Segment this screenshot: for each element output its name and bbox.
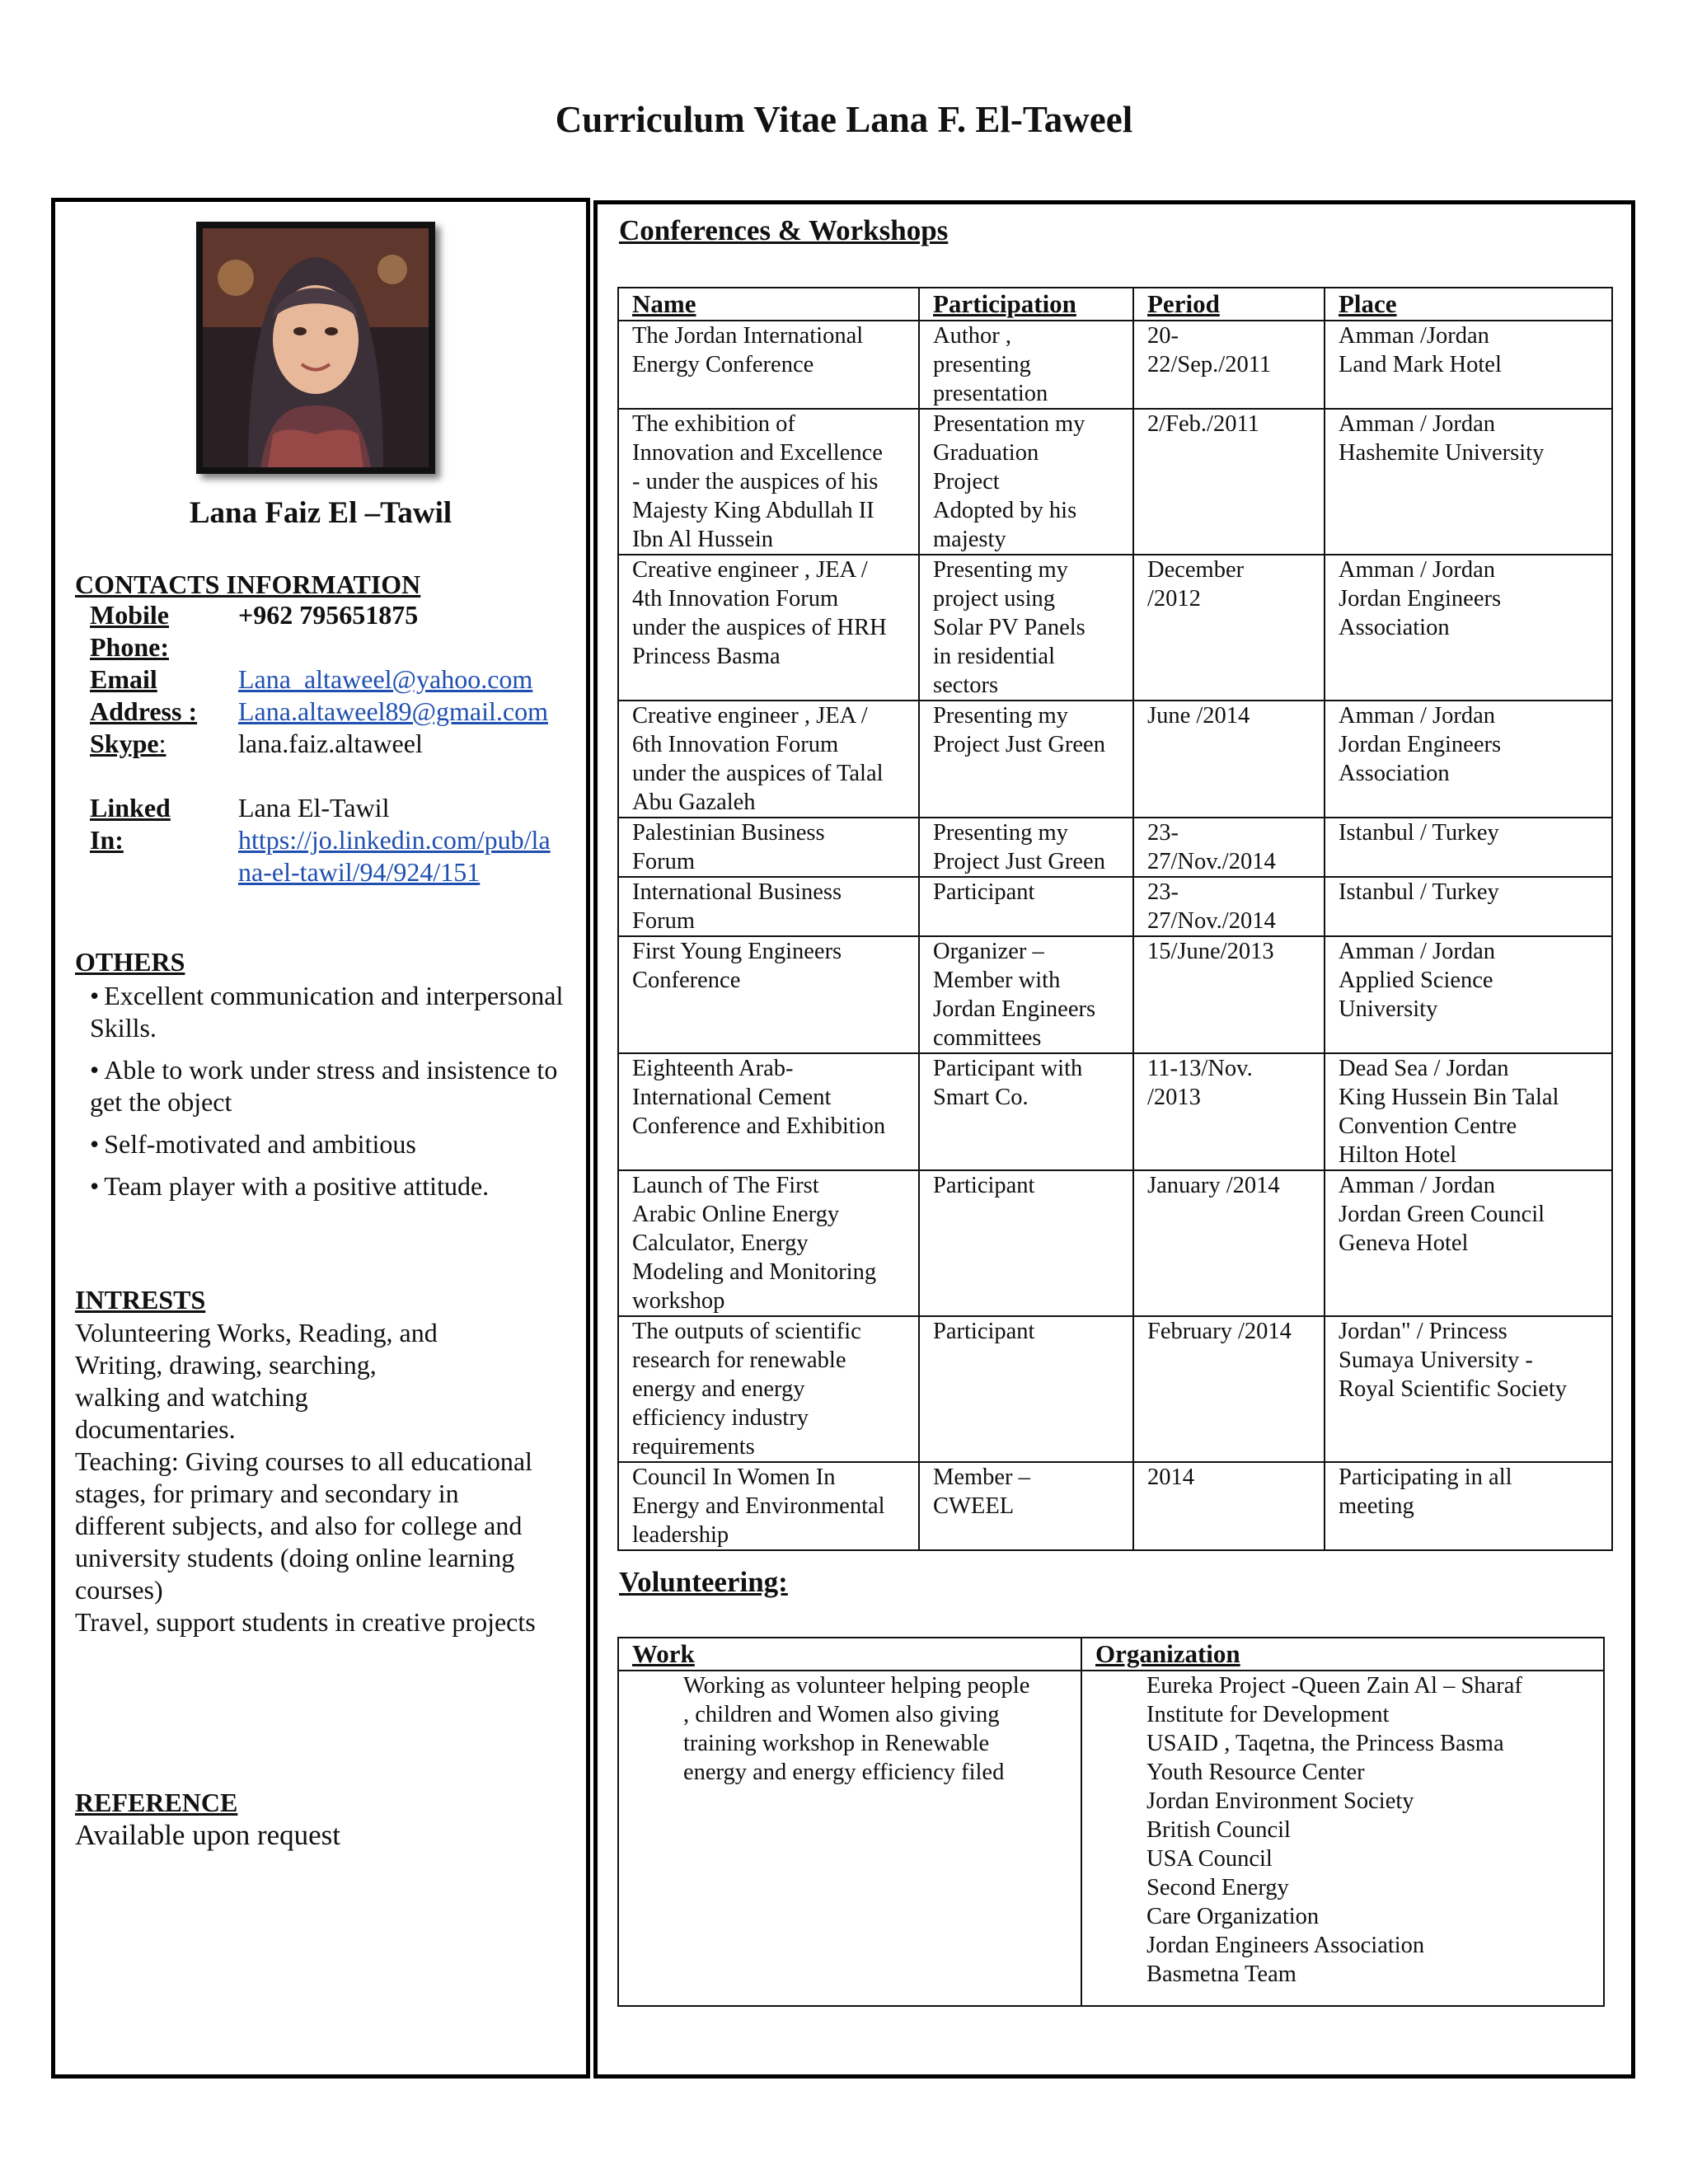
linkedin-url-line-2[interactable]: na-el-tawil/94/924/151 [238, 857, 481, 887]
conference-name-cell [618, 818, 919, 877]
linkedin-name: Lana El-Tawil [238, 793, 390, 823]
cell-line: December [1147, 557, 1245, 583]
participation-cell [919, 321, 1133, 409]
in-label: In: [90, 825, 124, 855]
cell-line: Energy Conference [632, 352, 814, 377]
place-cell [1325, 936, 1612, 1053]
cell-line: Presenting my [933, 820, 1068, 846]
period-cell [1133, 1316, 1325, 1462]
interests-line: stages, for primary and secondary in [75, 1479, 459, 1508]
phone-label: Phone: [90, 632, 169, 662]
cell-line: Creative engineer , JEA / [632, 703, 868, 729]
table-row [618, 936, 1612, 1053]
interests-text [75, 1317, 578, 1638]
skype-label: Skype [90, 729, 159, 758]
cell-line: Dead Sea / Jordan [1339, 1056, 1509, 1081]
cell-line: Association [1339, 761, 1450, 786]
participation-cell [919, 701, 1133, 818]
column-header-name: Name [618, 288, 919, 321]
email-label: Email [90, 664, 157, 694]
cell-line: The Jordan International [632, 323, 864, 349]
skype-value: lana.faiz.altaweel [238, 729, 423, 758]
cell-line: 15/June/2013 [1147, 939, 1274, 964]
cell-line: Presenting my [933, 703, 1068, 729]
organization-line: Basmetna Team [1146, 1961, 1296, 1987]
cell-line: Participant [933, 1319, 1035, 1344]
volunteering-work-cell [618, 1671, 1081, 2006]
cell-line: Innovation and Excellence [632, 440, 883, 466]
participation-cell [919, 1462, 1133, 1550]
cell-line: under the auspices of Talal [632, 761, 884, 786]
conference-name-cell [618, 1053, 919, 1170]
cell-line: Solar PV Panels [933, 615, 1085, 640]
interests-line: Writing, drawing, searching, [75, 1350, 377, 1380]
organization-line: Second Energy [1146, 1875, 1289, 1900]
reference-heading: REFERENCE [75, 1788, 238, 1817]
email-link[interactable]: Lana_altaweel@yahoo.com [238, 664, 533, 694]
participation-cell [919, 818, 1133, 877]
profile-photo-illustration [203, 228, 429, 467]
interests-line: Teaching: Giving courses to all educational [75, 1446, 532, 1476]
organization-line: Care Organization [1146, 1904, 1320, 1929]
cell-line: Geneva Hotel [1339, 1230, 1469, 1256]
cell-line: Conference and Exhibition [632, 1113, 886, 1139]
period-cell [1133, 1053, 1325, 1170]
cell-line: Calculator, Energy [632, 1230, 809, 1256]
conference-name-cell [618, 1462, 919, 1550]
table-row [618, 1053, 1612, 1170]
cell-line: Project Just Green [933, 732, 1105, 757]
others-item: • Excellent communication and interpersonal Skills. [90, 981, 564, 1043]
period-cell [1133, 936, 1325, 1053]
cell-line: Participant with [933, 1056, 1083, 1081]
table-row [618, 409, 1612, 555]
cell-line: Launch of The First [632, 1173, 819, 1198]
interests-line: Travel, support students in creative projects [75, 1607, 536, 1637]
profile-photo [196, 222, 435, 474]
others-heading: OTHERS [75, 947, 185, 977]
cell-line: 11-13/Nov. [1147, 1056, 1253, 1081]
table-row [618, 1170, 1612, 1316]
cell-line: Istanbul / Turkey [1339, 879, 1499, 905]
conference-name-cell [618, 321, 919, 409]
column-header-work: Work [618, 1638, 1081, 1671]
period-cell [1133, 409, 1325, 555]
cell-line: Participant [933, 1173, 1035, 1198]
cell-line: committees [933, 1025, 1042, 1051]
cell-line: Amman / Jordan [1339, 411, 1495, 437]
cell-line: Council In Women In [632, 1465, 836, 1490]
cell-line: 2014 [1147, 1465, 1194, 1490]
period-cell [1133, 555, 1325, 701]
period-cell [1133, 818, 1325, 877]
cell-line: Amman / Jordan [1339, 1173, 1495, 1198]
cell-line: Land Mark Hotel [1339, 352, 1502, 377]
others-item-text: Team player with a positive attitude. [104, 1171, 490, 1201]
conferences-heading: Conferences & Workshops [619, 214, 949, 246]
cell-line: 23- [1147, 820, 1179, 846]
conference-name-cell [618, 555, 919, 701]
cell-line: Smart Co. [933, 1085, 1029, 1110]
organization-line: British Council [1146, 1817, 1291, 1843]
cell-line: Amman / Jordan [1339, 703, 1495, 729]
address-email-link[interactable]: Lana.altaweel89@gmail.com [238, 696, 548, 726]
cell-line: 2/Feb./2011 [1147, 411, 1259, 437]
column-header-place: Place [1325, 288, 1612, 321]
column-header-organization: Organization [1081, 1638, 1604, 1671]
cell-line: Presenting my [933, 557, 1068, 583]
cell-line: research for renewable [632, 1347, 846, 1373]
cell-line: University [1339, 996, 1438, 1022]
participation-cell [919, 936, 1133, 1053]
table-row [618, 701, 1612, 818]
place-cell [1325, 1053, 1612, 1170]
cell-line: energy and energy [632, 1376, 805, 1402]
cell-line: under the auspices of HRH [632, 615, 887, 640]
conference-name-cell [618, 877, 919, 936]
participation-cell [919, 1316, 1133, 1462]
others-item-text: Able to work under stress and insistence to get the object [90, 1055, 558, 1117]
cell-line: leadership [632, 1522, 729, 1548]
cell-line: Organizer – [933, 939, 1044, 964]
cell-line: Adopted by his [933, 498, 1077, 523]
column-header-participation: Participation [919, 288, 1133, 321]
conference-name-cell [618, 701, 919, 818]
interests-line: documentaries. [75, 1414, 236, 1444]
cell-line: Member with [933, 968, 1061, 993]
cell-line: Conference [632, 968, 741, 993]
table-row [618, 555, 1612, 701]
place-cell [1325, 321, 1612, 409]
place-cell [1325, 1462, 1612, 1550]
others-item-text: Self-motivated and ambitious [104, 1129, 416, 1159]
table-row [618, 818, 1612, 877]
cell-line: /2013 [1147, 1085, 1201, 1110]
place-cell [1325, 409, 1612, 555]
cell-line: Jordan Engineers [933, 996, 1096, 1022]
interests-line: university students (doing online learning [75, 1543, 515, 1572]
others-item: • Able to work under stress and insistence to get the object [90, 1055, 558, 1117]
cell-line: 20- [1147, 323, 1179, 349]
cell-line: Royal Scientific Society [1339, 1376, 1568, 1402]
work-line: energy and energy efficiency filed [683, 1760, 1005, 1785]
table-row [618, 1316, 1612, 1462]
interests-line: courses) [75, 1575, 163, 1605]
cell-line: Creative engineer , JEA / [632, 557, 868, 583]
cell-line: Amman / Jordan [1339, 557, 1495, 583]
cell-line: Istanbul / Turkey [1339, 820, 1499, 846]
cell-line: Princess Basma [632, 644, 781, 669]
others-list [90, 980, 576, 1212]
organization-line: USAID , Taqetna, the Princess Basma [1146, 1731, 1504, 1756]
cell-line: Jordan Engineers [1339, 586, 1502, 612]
cell-line: CWEEL [933, 1493, 1015, 1519]
others-item: • Self-motivated and ambitious [90, 1129, 416, 1159]
cell-line: sectors [933, 673, 999, 698]
interests-heading: INTRESTS [75, 1285, 206, 1315]
cell-line: International Cement [632, 1085, 832, 1110]
work-line: Working as volunteer helping people [683, 1673, 1030, 1699]
conference-name-cell [618, 936, 919, 1053]
cell-line: workshop [632, 1288, 725, 1314]
cell-line: The exhibition of [632, 411, 795, 437]
organization-line: Institute for Development [1146, 1702, 1390, 1727]
cell-line: efficiency industry [632, 1405, 809, 1431]
cell-line: requirements [632, 1434, 755, 1460]
conference-name-cell [618, 1170, 919, 1316]
cell-line: January /2014 [1147, 1173, 1280, 1198]
cell-line: 23- [1147, 879, 1179, 905]
place-cell [1325, 818, 1612, 877]
place-cell [1325, 1170, 1612, 1316]
cell-line: Participating in all [1339, 1465, 1512, 1490]
contacts-heading: CONTACTS INFORMATION [75, 569, 421, 599]
place-cell [1325, 555, 1612, 701]
cell-line: 22/Sep./2011 [1147, 352, 1272, 377]
place-cell [1325, 1316, 1612, 1462]
volunteering-row [618, 1671, 1604, 2006]
skype-colon: : [158, 729, 166, 758]
conference-name-cell [618, 1316, 919, 1462]
conference-name-cell [618, 409, 919, 555]
cell-line: Hilton Hotel [1339, 1142, 1457, 1168]
cell-line: Convention Centre [1339, 1113, 1517, 1139]
cell-line: King Hussein Bin Talal [1339, 1085, 1559, 1110]
cell-line: in residential [933, 644, 1055, 669]
period-cell [1133, 701, 1325, 818]
cell-line: Modeling and Monitoring [632, 1259, 877, 1285]
organization-line: USA Council [1146, 1846, 1273, 1872]
cell-line: The outputs of scientific [632, 1319, 861, 1344]
cell-line: February /2014 [1147, 1319, 1292, 1344]
address-label: Address : [90, 696, 198, 726]
interests-line: different subjects, and also for college and [75, 1511, 523, 1540]
cell-line: 6th Innovation Forum [632, 732, 839, 757]
linkedin-url-line-1[interactable]: https://jo.linkedin.com/pub/la [238, 825, 551, 855]
cell-line: Sumaya University - [1339, 1347, 1533, 1373]
person-name: Lana Faiz El –Tawil [189, 496, 452, 530]
interests-line: walking and watching [75, 1382, 308, 1412]
participation-cell [919, 877, 1133, 936]
volunteering-header-row [618, 1638, 1604, 1671]
organization-line: Youth Resource Center [1146, 1760, 1365, 1785]
others-item-text: Excellent communication and interpersonal Skills. [90, 981, 564, 1043]
place-cell [1325, 877, 1612, 936]
cell-line: Energy and Environmental [632, 1493, 885, 1519]
period-cell [1133, 1462, 1325, 1550]
document-title: Curriculum Vitae Lana F. El-Taweel [555, 99, 1133, 140]
cell-line: Abu Gazaleh [632, 790, 756, 815]
cell-line: Arabic Online Energy [632, 1202, 840, 1227]
cell-line: Presentation my [933, 411, 1085, 437]
linked-label: Linked [90, 793, 171, 823]
cell-line: International Business [632, 879, 842, 905]
period-cell [1133, 1170, 1325, 1316]
volunteering-table [617, 1637, 1605, 2007]
cell-line: /2012 [1147, 586, 1201, 612]
cell-line: Eighteenth Arab- [632, 1056, 794, 1081]
cell-line: 27/Nov./2014 [1147, 908, 1276, 934]
cell-line: - under the auspices of his [632, 469, 879, 494]
cell-line: Applied Science [1339, 968, 1493, 993]
period-cell [1133, 877, 1325, 936]
cell-line: Ibn Al Hussein [632, 527, 773, 552]
cell-line: First Young Engineers [632, 939, 842, 964]
cell-line: Forum [632, 849, 696, 874]
work-line: , children and Women also giving [683, 1702, 1000, 1727]
participation-cell [919, 1053, 1133, 1170]
volunteering-organization-cell [1081, 1671, 1604, 2006]
cell-line: majesty [933, 527, 1006, 552]
cell-line: Jordan Engineers [1339, 732, 1502, 757]
mobile-label: Mobile [90, 600, 169, 630]
table-row [618, 321, 1612, 409]
cell-line: Amman / Jordan [1339, 939, 1495, 964]
reference-text: Available upon request [75, 1819, 341, 1851]
cell-line: June /2014 [1147, 703, 1250, 729]
cell-line: Member – [933, 1465, 1030, 1490]
table-row [618, 1462, 1612, 1550]
cell-line: meeting [1339, 1493, 1414, 1519]
right-content-panel [593, 200, 1635, 2079]
cell-line: presenting [933, 352, 1031, 377]
organization-line: Jordan Engineers Association [1146, 1933, 1425, 1958]
cell-line: Project Just Green [933, 849, 1105, 874]
cell-line: Palestinian Business [632, 820, 825, 846]
cell-line: 4th Innovation Forum [632, 586, 839, 612]
organization-line: Eureka Project -Queen Zain Al – Sharaf [1146, 1673, 1522, 1699]
conferences-table [617, 287, 1613, 1551]
participation-cell [919, 555, 1133, 701]
skype-label-wrap [90, 728, 230, 760]
cell-line: Graduation [933, 440, 1039, 466]
cell-line: Project [933, 469, 1000, 494]
volunteering-heading: Volunteering: [619, 1566, 788, 1598]
table-row [618, 877, 1612, 936]
cell-line: Author , [933, 323, 1011, 349]
cell-line: Jordan Green Council [1339, 1202, 1545, 1227]
column-header-period: Period [1133, 288, 1325, 321]
participation-cell [919, 409, 1133, 555]
cell-line: Forum [632, 908, 696, 934]
left-sidebar-panel [51, 198, 590, 2079]
cell-line: Hashemite University [1339, 440, 1545, 466]
interests-line: Volunteering Works, Reading, and [75, 1318, 438, 1347]
period-cell [1133, 321, 1325, 409]
cell-line: Amman /Jordan [1339, 323, 1489, 349]
cell-line: Jordan" / Princess [1339, 1319, 1507, 1344]
conferences-header-row [618, 288, 1612, 321]
participation-cell [919, 1170, 1133, 1316]
cell-line: project using [933, 586, 1056, 612]
organization-line: Jordan Environment Society [1146, 1788, 1414, 1814]
place-cell [1325, 701, 1612, 818]
cell-line: Association [1339, 615, 1450, 640]
mobile-value: +962 795651875 [238, 600, 419, 630]
cell-line: presentation [933, 381, 1048, 406]
work-line: training workshop in Renewable [683, 1731, 990, 1756]
cell-line: Participant [933, 879, 1035, 905]
cell-line: 27/Nov./2014 [1147, 849, 1276, 874]
cell-line: Majesty King Abdullah II [632, 498, 874, 523]
others-item: • Team player with a positive attitude. [90, 1171, 490, 1201]
